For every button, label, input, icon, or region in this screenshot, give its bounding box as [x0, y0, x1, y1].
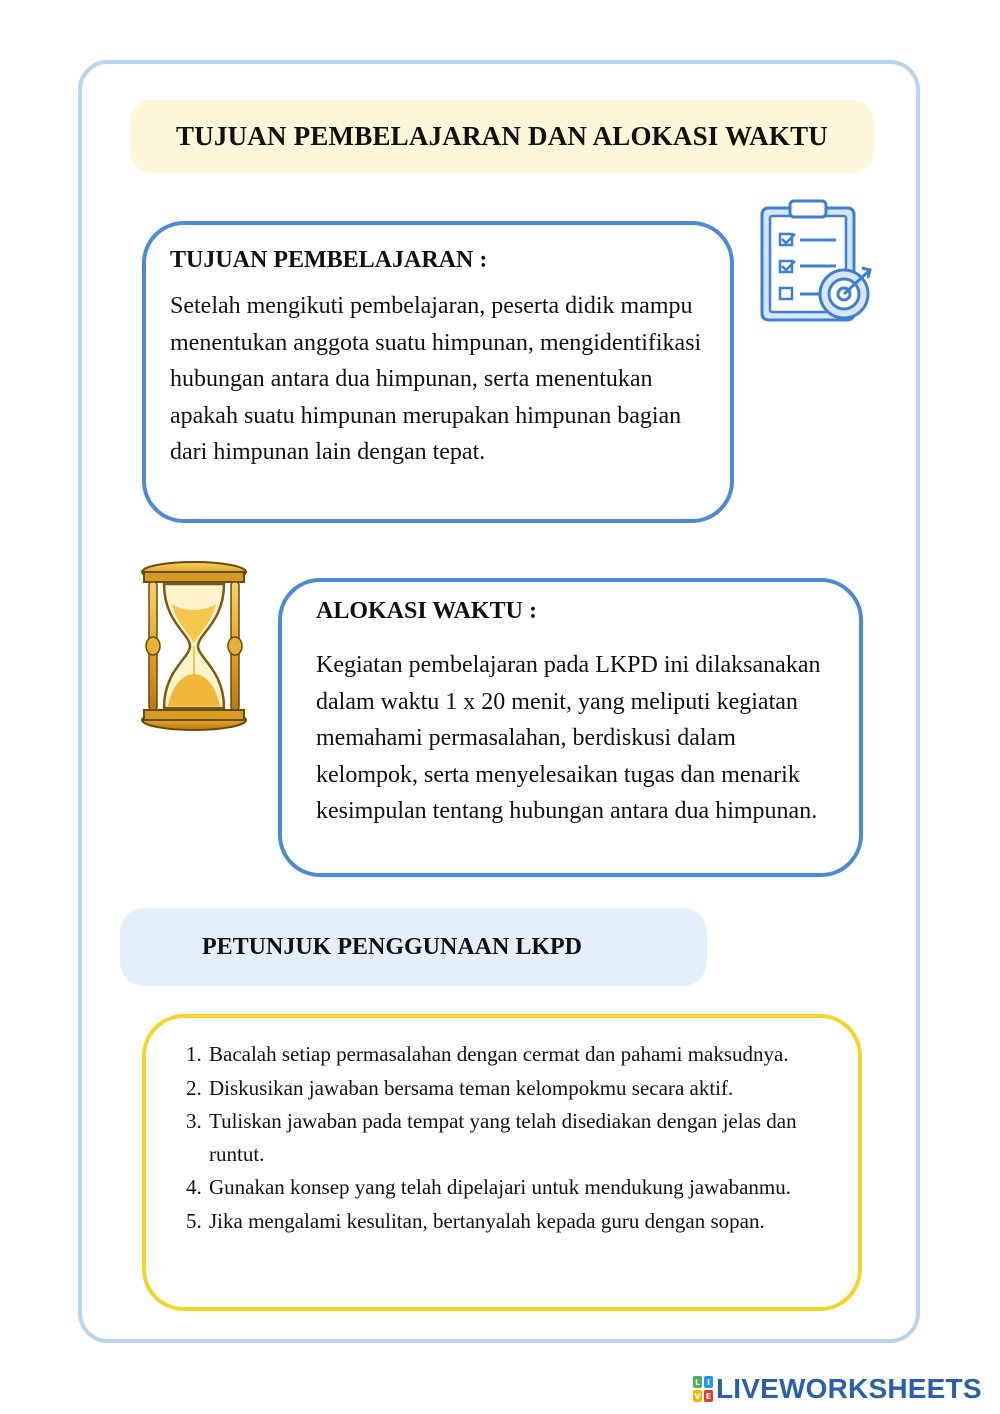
instruction-text: Tuliskan jawaban pada tempat yang telah disediakan dengan jelas dan runtut.	[209, 1109, 797, 1166]
brand-name: LIVEWORKSHEETS	[716, 1373, 982, 1404]
liveworksheets-brand[interactable]	[693, 1374, 982, 1404]
liveworksheets-logo-icon	[693, 1376, 713, 1402]
learning-goal-heading: TUJUAN PEMBELAJARAN :	[170, 247, 488, 273]
instructions-list	[186, 1038, 834, 1237]
instruction-text: Diskusikan jawaban bersama teman kelompokmu secara aktif.	[209, 1075, 734, 1100]
instruction-text: Jika mengalami kesulitan, bertanyalah kepada guru dengan sopan.	[209, 1208, 765, 1233]
instruction-number: 3.	[186, 1109, 202, 1133]
instructions-heading: PETUNJUK PENGGUNAAN LKPD	[120, 908, 707, 986]
instruction-text: Bacalah setiap permasalahan dengan cermat dan pahami maksudnya.	[209, 1042, 789, 1066]
learning-goal-text: Setelah mengikuti pembelajaran, peserta didik mampu menentukan anggota suatu himpunan, mengidentifikasi hubungan antara dua himpunan, serta menentukan apakah suatu himpunan merupakan himpunan bagian dari himpunan lain dengan tepat.	[170, 293, 702, 466]
instruction-number: 5.	[186, 1208, 202, 1233]
page-title: TUJUAN PEMBELAJARAN DAN ALOKASI WAKTU	[130, 100, 874, 173]
svg-text:I: I	[707, 1378, 710, 1387]
instruction-item	[186, 1205, 834, 1238]
instruction-item	[186, 1171, 834, 1204]
instructions-box	[142, 1014, 862, 1311]
instruction-number: 2.	[186, 1075, 202, 1100]
instruction-item	[186, 1038, 834, 1071]
svg-text:E: E	[705, 1392, 712, 1401]
time-allocation-box	[278, 578, 863, 877]
svg-text:L: L	[694, 1378, 701, 1387]
instruction-text: Gunakan konsep yang telah dipelajari untuk mendukung jawabanmu.	[209, 1175, 792, 1199]
instruction-number: 1.	[186, 1042, 202, 1066]
time-allocation-heading: ALOKASI WAKTU :	[316, 598, 537, 624]
instruction-item	[186, 1105, 834, 1170]
instruction-number: 4.	[186, 1175, 202, 1199]
hourglass-icon	[138, 560, 250, 732]
time-allocation-text: Kegiatan pembelajaran pada LKPD ini dilaksanakan dalam waktu 1 x 20 menit, yang meliputi kegiatan memahami permasalahan, berdiskusi dalam kelompok, serta menyelesaikan tugas dan menarik kesimpulan tentang hubungan antara dua himpunan.	[316, 652, 821, 825]
svg-text:V: V	[694, 1392, 701, 1401]
clipboard-target-icon	[758, 198, 876, 324]
instruction-item	[186, 1072, 834, 1105]
learning-goal-box	[142, 221, 734, 523]
